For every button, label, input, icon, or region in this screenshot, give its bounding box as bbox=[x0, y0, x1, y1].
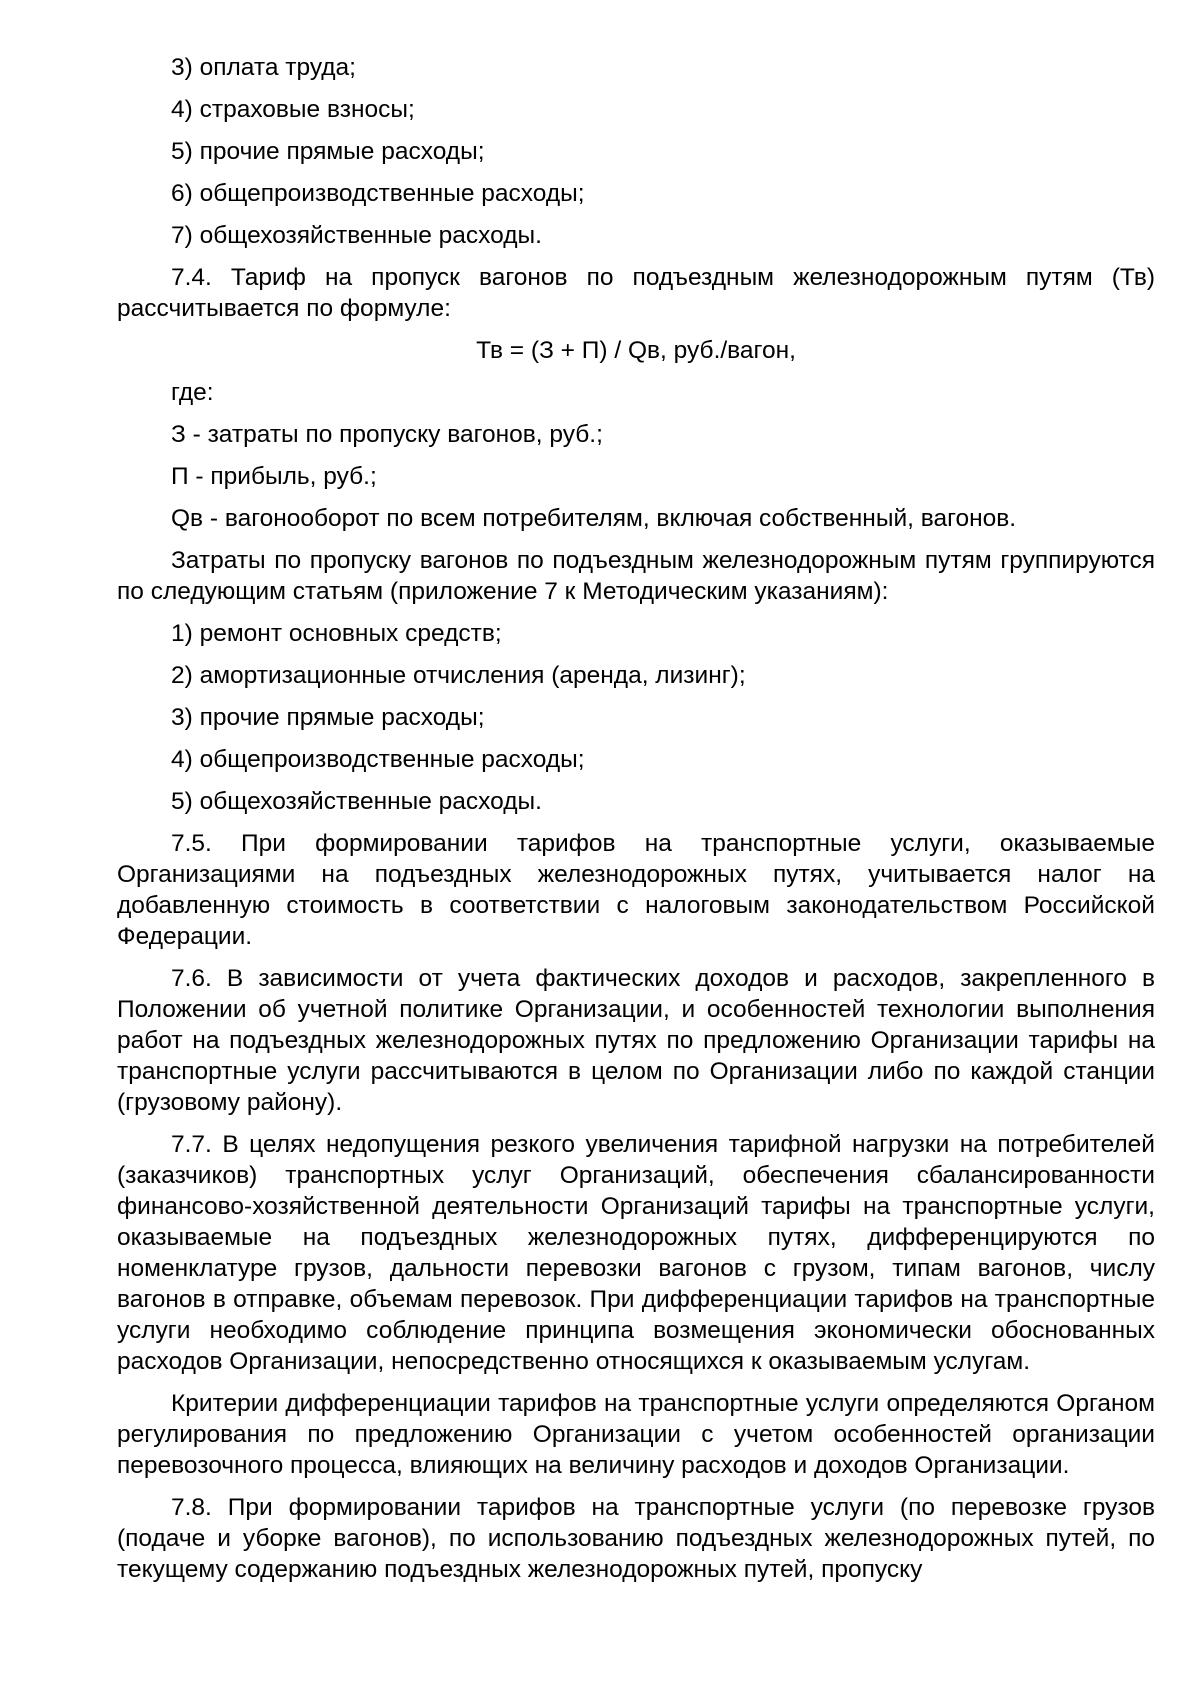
list-item-other-direct-2: 3) прочие прямые расходы; bbox=[171, 704, 485, 731]
paragraph-costs-grouping: Затраты по пропуску вагонов по подъездным железнодорожным путям группируются по следующим статьям (приложение 7 к Методическим указаниям): bbox=[117, 547, 1155, 605]
paragraph-7-4: 7.4. Тариф на пропуск вагонов по подъездным железнодорожным путям (Тв) рассчитывается по формуле: bbox=[117, 264, 1155, 322]
formula: Тв = (З + П) / Qв, руб./вагон, bbox=[476, 337, 796, 364]
list-item-general-business: 7) общехозяйственные расходы. bbox=[171, 222, 542, 249]
formula-var-p: П - прибыль, руб.; bbox=[171, 463, 377, 490]
paragraph-criteria: Критерии дифференциации тарифов на транспортные услуги определяются Органом регулирования по предложению Организации с учетом особенностей организации перевозочного процесса, влияющих на величину расходов и доходов Организации. bbox=[117, 1390, 1155, 1479]
paragraph-7-6: 7.6. В зависимости от учета фактических доходов и расходов, закрепленного в Положении об учетной политике Организации, и особенностей технологии выполнения работ на подъездных железнодорожных путях по предложению Организации тарифы на транспортные услуги рассчитываются в целом по Организации либо по каждой станции (грузовому району). bbox=[117, 965, 1155, 1116]
list-item-repair: 1) ремонт основных средств; bbox=[171, 620, 502, 647]
document-page bbox=[117, 52, 1155, 1596]
paragraph-7-8: 7.8. При формировании тарифов на транспортные услуги (по перевозке грузов (подаче и уборке вагонов), по использованию подъездных железнодорожных путей, по текущему содержанию подъездных железнодорожных путей, пропуску bbox=[117, 1494, 1155, 1583]
paragraph-7-7: 7.7. В целях недопущения резкого увеличения тарифной нагрузки на потребителей (заказчиков) транспортных услуг Организаций, обеспечения сбалансированности финансово-хозяйственной деятельности Организаций тарифы на транспортные услуги, оказываемые на подъездных железнодорожных путях, дифференцируются по номенклатуре грузов, дальности перевозки вагонов с грузом, типам вагонов, числу вагонов в отправке, объемам перевозок. При дифференциации тарифов на транспортные услуги необходимо соблюдение принципа возмещения экономически обоснованных расходов Организации, непосредственно относящихся к оказываемым услугам. bbox=[117, 1131, 1155, 1375]
list-item-other-direct: 5) прочие прямые расходы; bbox=[171, 138, 485, 165]
formula-var-z: З - затраты по пропуску вагонов, руб.; bbox=[171, 421, 603, 448]
formula-where: где: bbox=[171, 379, 214, 406]
list-item-general-production-2: 4) общепроизводственные расходы; bbox=[171, 746, 585, 773]
list-item-labor-pay: 3) оплата труда; bbox=[171, 54, 356, 81]
paragraph-7-5: 7.5. При формировании тарифов на транспортные услуги, оказываемые Организациями на подъездных железнодорожных путях, учитывается налог на добавленную стоимость в соответствии с налоговым законодательством Российской Федерации. bbox=[117, 830, 1155, 950]
list-item-insurance: 4) страховые взносы; bbox=[171, 96, 415, 123]
formula-var-qv: Qв - вагонооборот по всем потребителям, включая собственный, вагонов. bbox=[171, 505, 1017, 532]
list-item-amortization: 2) амортизационные отчисления (аренда, лизинг); bbox=[171, 662, 746, 689]
list-item-general-production: 6) общепроизводственные расходы; bbox=[171, 180, 585, 207]
list-item-general-business-2: 5) общехозяйственные расходы. bbox=[171, 788, 542, 815]
